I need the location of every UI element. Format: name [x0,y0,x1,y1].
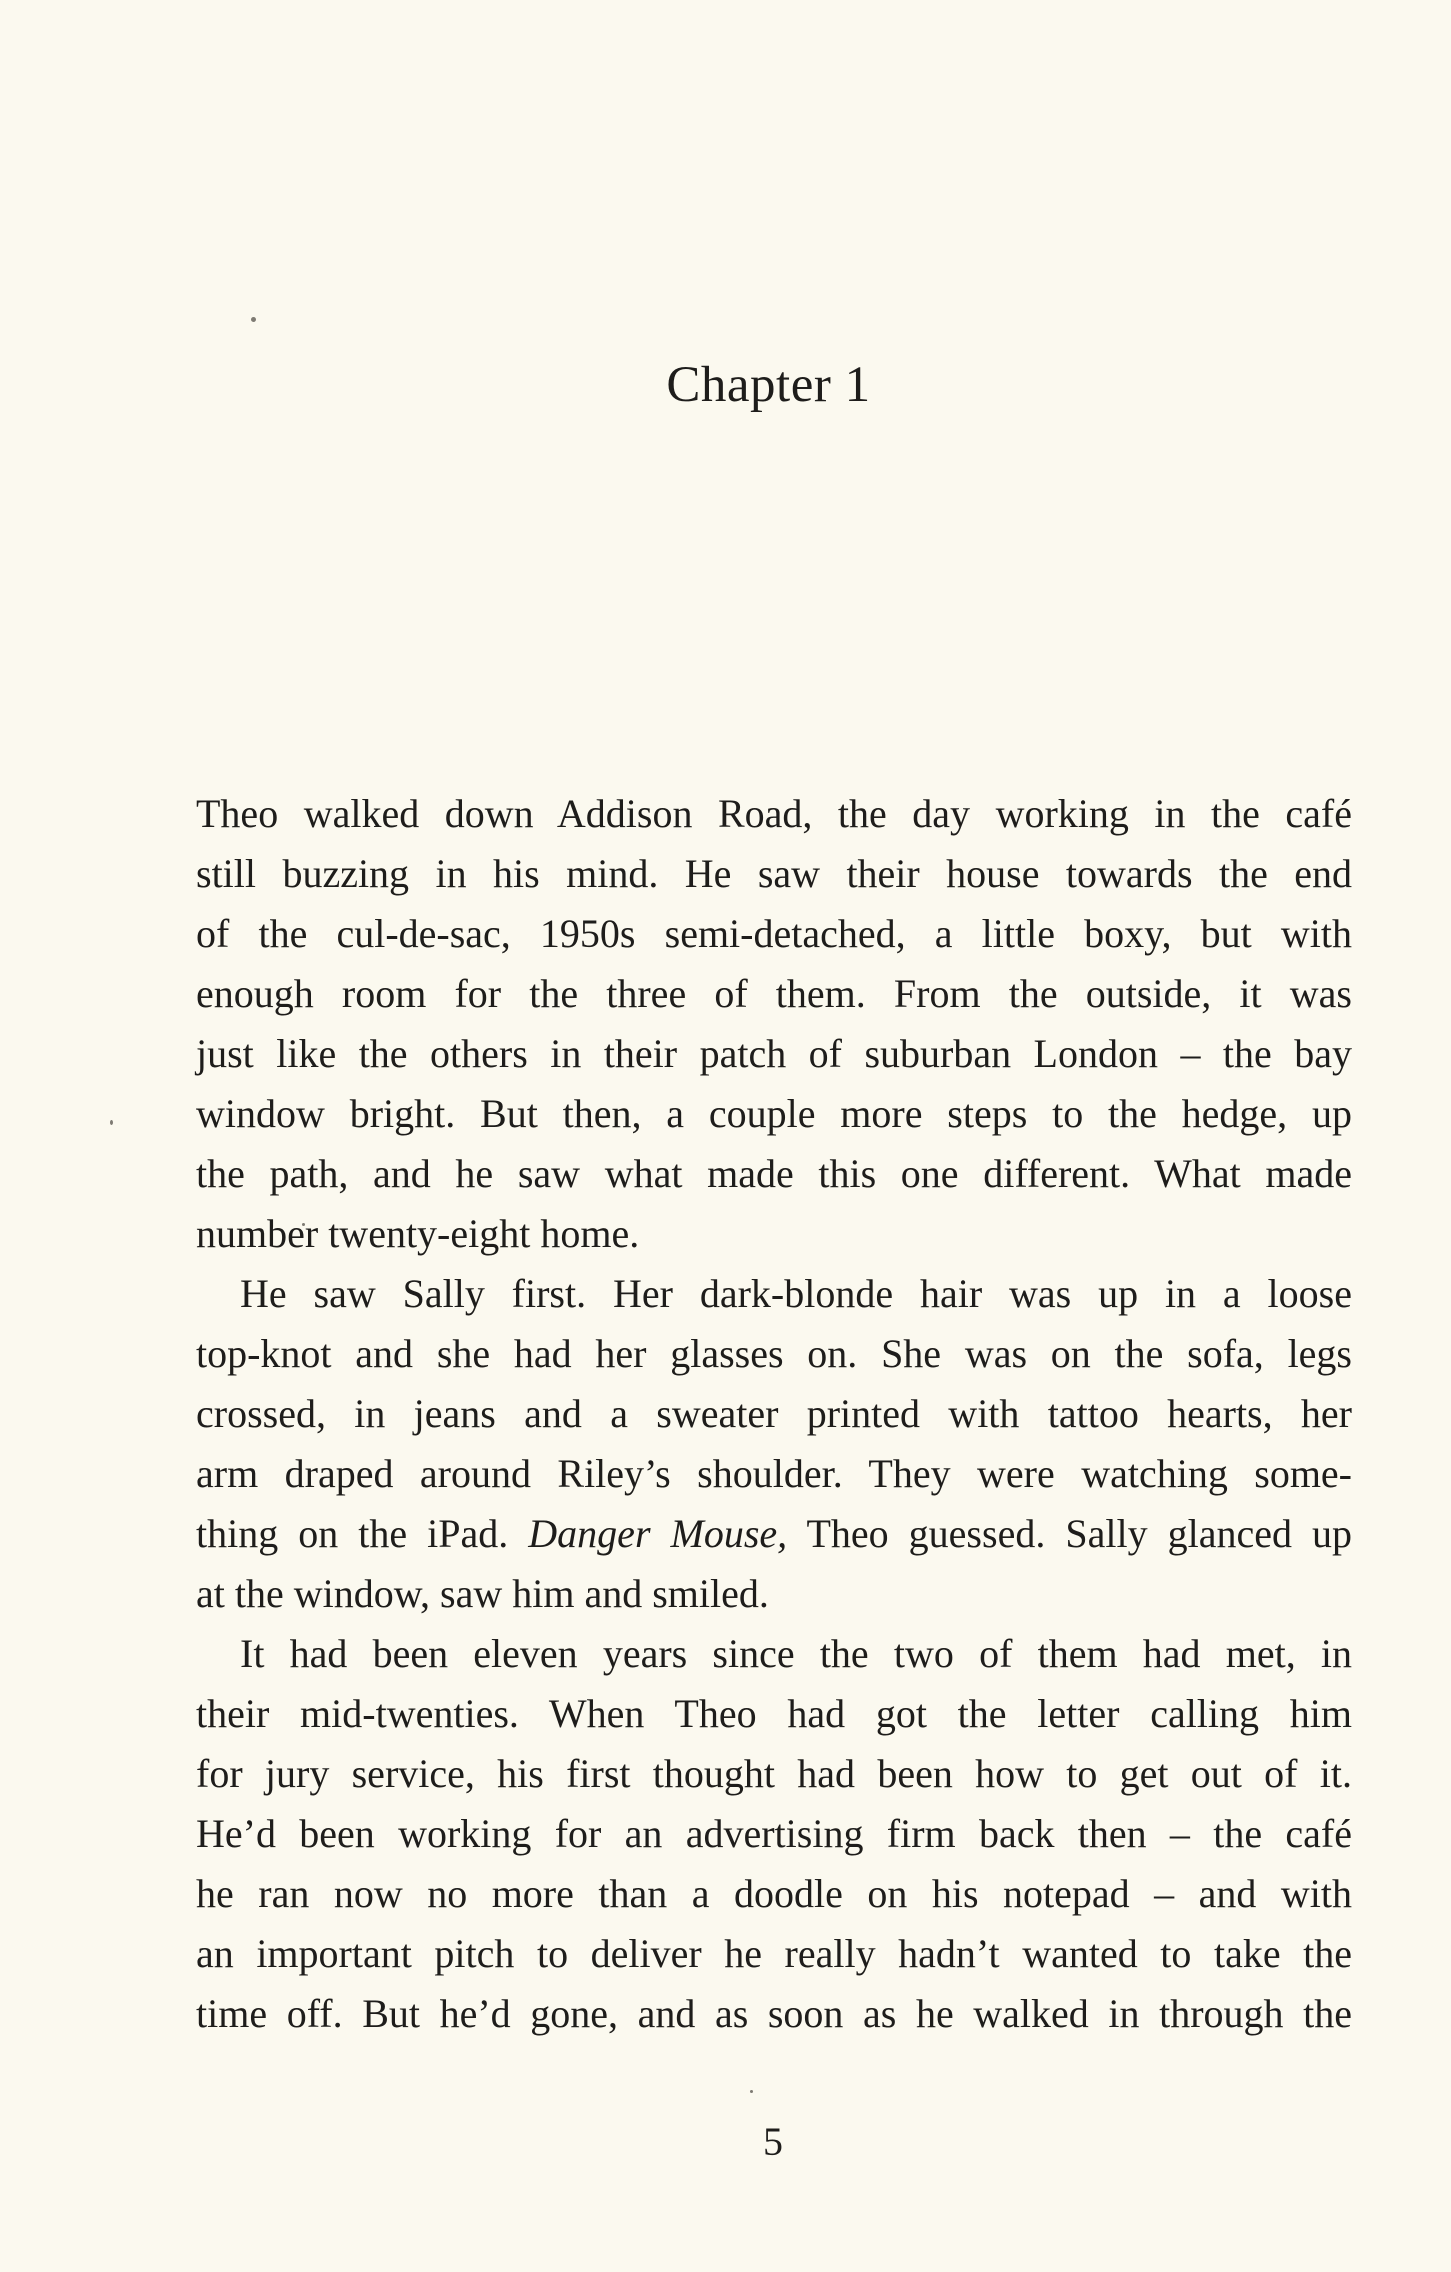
text-line: enough room for the three of them. From the outside, it was [196,971,1352,1016]
text-line: the path, and he saw what made this one different. What made [196,1151,1352,1196]
paper-speck [110,1120,113,1125]
text-line: he ran now no more than a doodle on his notepad – and with [196,1871,1352,1916]
text-line: crossed, in jeans and a sweater printed with tattoo hearts, her [196,1391,1352,1436]
paper-speck [750,2090,753,2093]
text-line: of the cul-de-sac, 1950s semi-detached, a little boxy, but with [196,911,1352,956]
chapter-title: Chapter 1 [666,357,871,413]
text-line: time off. But he’d gone, and as soon as he walked in through the [196,1991,1352,2036]
text-line: Theo walked down Addison Road, the day working in the café [196,791,1352,836]
text-line: window bright. But then, a couple more steps to the hedge, up [196,1091,1352,1136]
text-line: It had been eleven years since the two of them had met, in [240,1631,1352,1676]
text-run: thing on the iPad. [196,1511,529,1556]
text-line: for jury service, his first thought had been how to get out of it. [196,1751,1352,1796]
page-number: 5 [763,2119,783,2164]
text-line: still buzzing in his mind. He saw their house towards the end [196,851,1352,896]
title-italic: Danger Mouse, [528,1511,788,1556]
text-line: number twenty-eight home. [196,1211,640,1256]
text-line: at the window, saw him and smiled. [196,1571,769,1616]
text-line [196,1504,1352,1564]
paragraph-2 [196,1264,1352,1624]
text-line: He’d been working for an advertising firm back then – the café [196,1811,1352,1856]
paragraph-3 [196,1624,1352,2044]
paper-speck [251,317,256,322]
text-line: their mid-twenties. When Theo had got the letter calling him [196,1691,1352,1736]
body-text [196,776,1352,2044]
text-line: He saw Sally first. Her dark-blonde hair was up in a loose [240,1271,1352,1316]
text-line: just like the others in their patch of suburban London – the bay [196,1031,1352,1076]
text-line: an important pitch to deliver he really hadn’t wanted to take the [196,1931,1352,1976]
text-run: Theo guessed. Sally glanced up [787,1511,1352,1556]
text-line: top-knot and she had her glasses on. She was on the sofa, legs [196,1331,1352,1376]
text-line: arm draped around Riley’s shoulder. They were watching some- [196,1451,1352,1496]
paragraph-1 [196,784,1352,1264]
